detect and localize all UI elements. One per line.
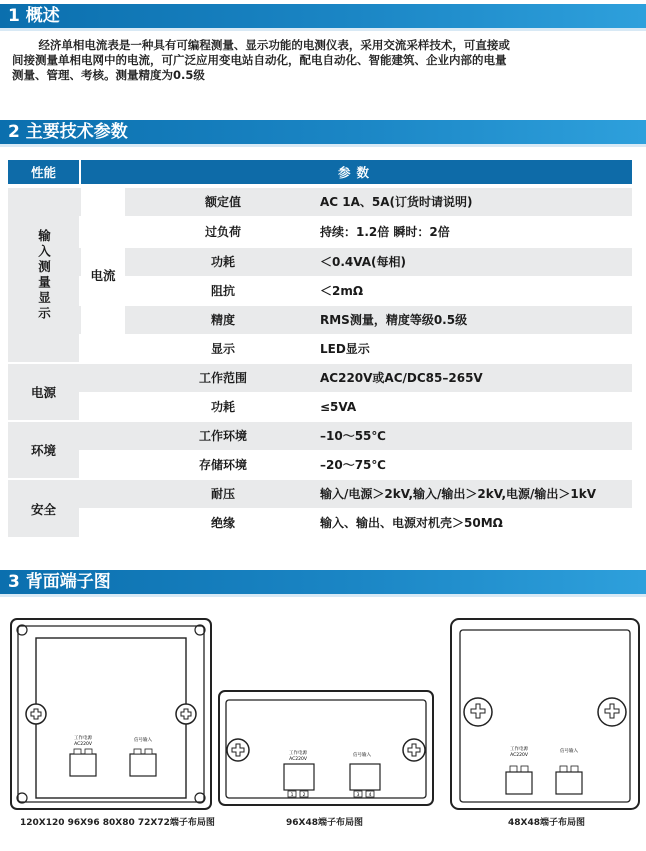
- param-value: –20～75℃: [320, 458, 386, 472]
- param-value: 持续：1.2倍 瞬时：2倍: [320, 225, 450, 239]
- screw-icon: [227, 739, 249, 761]
- group-power: 电源: [8, 364, 79, 420]
- terminal-diagram-48x48: [448, 616, 642, 812]
- param-name: 工作范围: [198, 371, 247, 385]
- param-value: 输入、输出、电源对机壳＞50MΩ: [320, 516, 503, 530]
- overview-line: 间接测量单相电网中的电流，可广泛应用变电站自动化，配电自动化、智能建筑、企业内部的电量: [12, 53, 507, 67]
- param-value: LED显示: [320, 342, 370, 356]
- signal-terminal-block: [130, 754, 156, 776]
- diagram-caption: 96X48端子布局图: [286, 818, 363, 828]
- param-name: 精度: [210, 313, 235, 327]
- param-name: 工作环境: [198, 429, 247, 443]
- overview-line: 经济单相电流表是一种具有可编程测量、显示功能的电测仪表，采用交流采样技术，可直接或: [38, 38, 510, 52]
- screw-icon: [26, 704, 46, 724]
- screw-icon: [598, 698, 626, 726]
- terminal-diagram-large-square: [8, 616, 214, 812]
- group-label: 输入测量显示: [36, 228, 52, 322]
- group-input-measure-display: [8, 188, 79, 362]
- param-name: 绝缘: [210, 516, 235, 530]
- param-value: ＜2mΩ: [320, 284, 364, 298]
- param-name: 显示: [210, 342, 235, 356]
- param-value: ≤5VA: [320, 400, 357, 414]
- power-terminal-block: [70, 754, 96, 776]
- signal-terminal-block: [556, 772, 582, 794]
- diagram-caption: 48X48端子布局图: [508, 818, 585, 828]
- pin-number: 4: [368, 793, 372, 798]
- power-sub-label: AC220V: [74, 742, 92, 747]
- param-value: ＜0.4VA(每相): [320, 255, 406, 269]
- spec-table: [8, 160, 632, 530]
- param-value: AC 1A、5A(订货时请说明): [320, 195, 473, 209]
- group-safety: 安全: [8, 480, 79, 537]
- screw-icon: [176, 704, 196, 724]
- param-value: 输入/电源＞2kV,输入/输出＞2kV,电源/输出＞1kV: [320, 487, 597, 501]
- param-name: 阻抗: [210, 284, 235, 298]
- power-terminal-block: [284, 764, 314, 790]
- power-terminal-block: [506, 772, 532, 794]
- param-name: 功耗: [210, 255, 235, 269]
- param-name: 过负荷: [204, 225, 241, 239]
- power-sub-label: AC220V: [289, 757, 307, 762]
- section-heading-overview: 1 概述: [0, 4, 646, 28]
- param-name: 存储环境: [198, 458, 247, 472]
- section-heading-terminals: 3 背面端子图: [0, 570, 646, 594]
- table-header: [8, 160, 632, 184]
- pin-number: 1: [290, 793, 294, 798]
- power-label: 工作电源: [289, 751, 307, 756]
- param-value: RMS测量，精度等级0.5级: [320, 313, 468, 327]
- section-heading-specs: 2 主要技术参数: [0, 120, 646, 144]
- param-name: 耐压: [210, 487, 235, 501]
- pin-number: 2: [302, 793, 306, 798]
- signal-label: 信号输入: [560, 749, 578, 754]
- header-parameters: 参数: [81, 160, 632, 184]
- pin-number: 3: [356, 793, 360, 798]
- header-performance: 性能: [8, 160, 79, 184]
- screw-icon: [464, 698, 492, 726]
- overview-line: 测量、管理、考核。测量精度为0.5级: [12, 68, 205, 82]
- terminal-diagram-96x48: [216, 688, 436, 808]
- signal-label: 信号输入: [134, 738, 152, 743]
- overview-paragraph: [12, 38, 634, 83]
- param-value: –10～55℃: [320, 429, 386, 443]
- power-label: 工作电源: [74, 736, 92, 741]
- power-sub-label: AC220V: [510, 753, 528, 758]
- param-value: AC220V或AC/DC85–265V: [320, 371, 483, 385]
- signal-label: 信号输入: [353, 753, 371, 758]
- subgroup-current: 电流: [81, 188, 125, 362]
- power-label: 工作电源: [510, 747, 528, 752]
- diagram-caption: 120X120 96X96 80X80 72X72端子布局图: [20, 818, 215, 828]
- group-environment: 环境: [8, 422, 79, 478]
- signal-terminal-block: [350, 764, 380, 790]
- param-name: 功耗: [210, 400, 235, 414]
- screw-icon: [403, 739, 425, 761]
- param-name: 额定值: [204, 195, 241, 209]
